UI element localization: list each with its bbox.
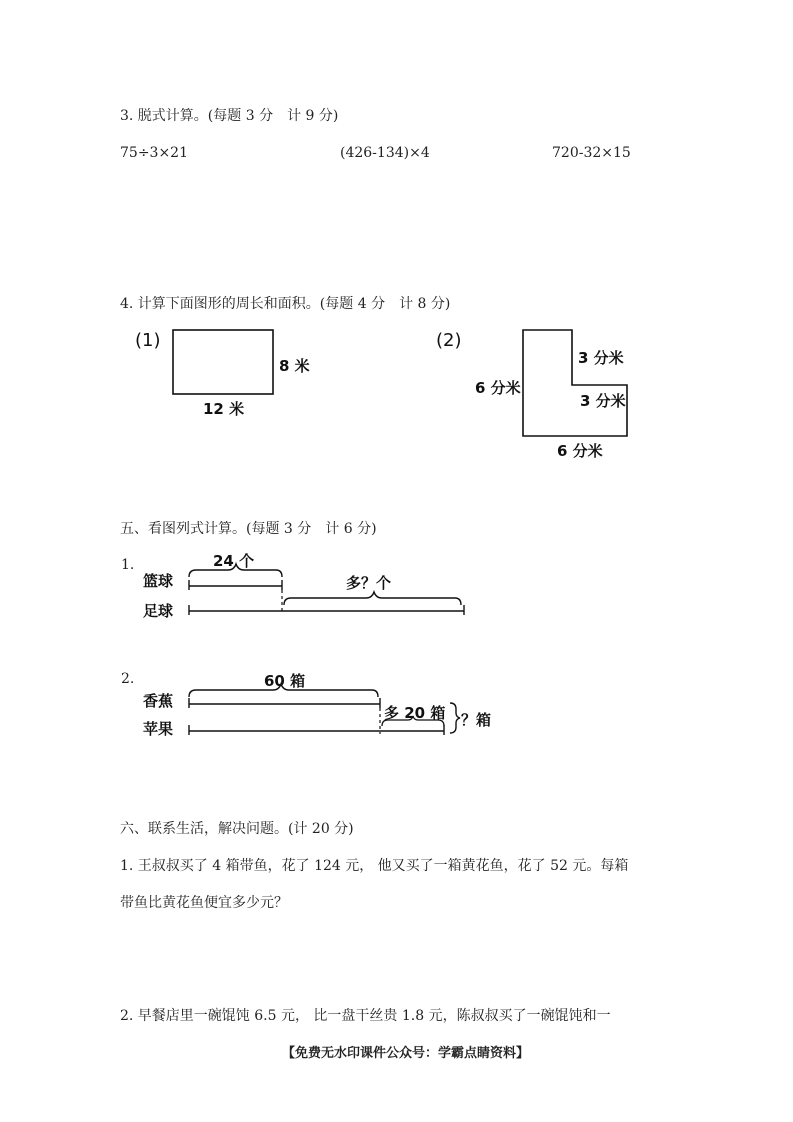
- fig1-label: (1): [135, 330, 161, 351]
- section3-heading: 3. 脱式计算。(每题 3 分 计 9 分): [120, 108, 339, 124]
- section6-heading: 六、联系生活，解决问题。(计 20 分): [120, 821, 354, 837]
- diagram2-top-brace: [189, 684, 378, 697]
- question1-line1: 1. 王叔叔买了 4 箱带鱼，花了 124 元， 他又买了一箱黄花鱼，花了 52 元。每箱: [120, 858, 629, 874]
- question2-line1: 2. 早餐店里一碗馄饨 6.5 元， 比一盘干丝贵 1.8 元，陈叔叔买了一碗馄饨和一: [120, 1008, 611, 1024]
- diagram1-top-label: 24 个: [213, 552, 255, 570]
- fig2-bottom-right-label: 3 分米: [580, 392, 626, 410]
- diagram1-number: 1.: [121, 557, 135, 573]
- diagram2-row2-label: 苹果: [143, 720, 174, 738]
- question1-line2: 带鱼比黄花鱼便宜多少元？: [120, 895, 288, 911]
- section5-heading: 五、看图列式计算。(每题 3 分 计 6 分): [120, 521, 377, 537]
- fig1-width-label: 12 米: [203, 400, 245, 418]
- diagram2-total-brace: [450, 703, 460, 733]
- diagram2-more-label: 多 20 箱: [384, 704, 446, 722]
- diagram2-total-label: ？箱: [461, 711, 492, 729]
- diagram1-more-label: 多？个: [346, 574, 392, 592]
- problem-2: (426-134)×4: [340, 145, 430, 161]
- problem-1: 75÷3×21: [120, 145, 188, 161]
- fig2-label: (2): [436, 330, 462, 351]
- diagram1-row1-label: 篮球: [143, 572, 174, 590]
- fig2-top-right-label: 3 分米: [578, 349, 624, 367]
- section4-heading: 4. 计算下面图形的周长和面积。(每题 4 分 计 8 分): [120, 296, 451, 312]
- diagram2-top-label: 60 箱: [264, 672, 306, 690]
- fig2-left-label: 6 分米: [475, 379, 521, 397]
- diagram2-more-brace: [382, 716, 444, 726]
- diagram1-row2-label: 足球: [143, 602, 174, 620]
- diagram2-row1-label: 香蕉: [143, 692, 174, 710]
- fig1-height-label: 8 米: [279, 357, 310, 375]
- diagram2-number: 2.: [121, 671, 135, 687]
- fig2-bottom-label: 6 分米: [557, 442, 603, 460]
- problem-3: 720-32×15: [552, 145, 631, 161]
- footer-watermark-text: 【免费无水印课件公众号：学霸点睛资料】: [282, 1046, 530, 1061]
